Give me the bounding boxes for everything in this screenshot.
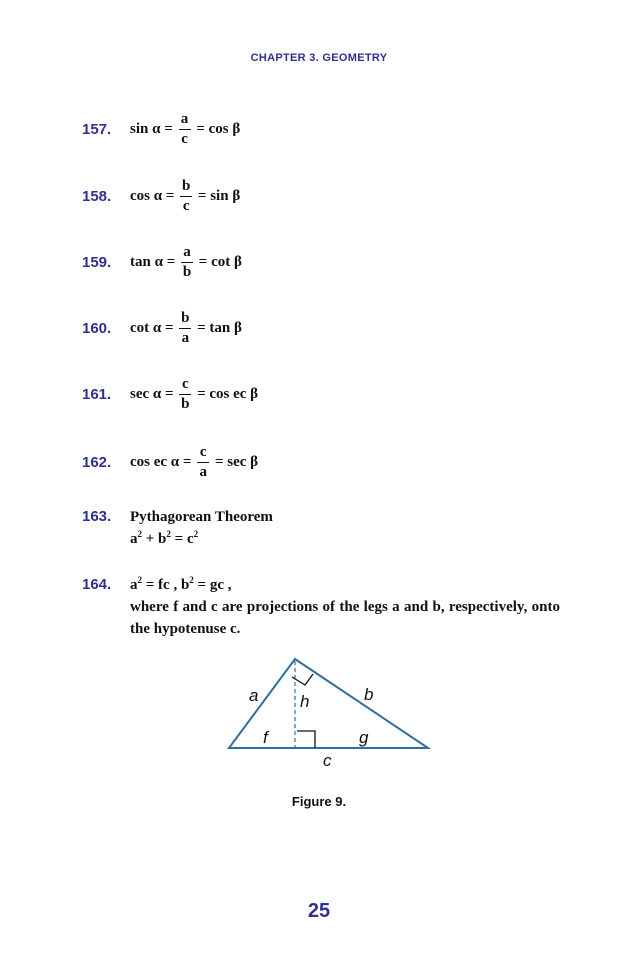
- projection-description: where f and c are projections of the legs a and b, respectively, onto the hypotenuse c.: [130, 599, 560, 637]
- formula-161: [82, 372, 258, 416]
- formula-number: 162.: [82, 453, 112, 471]
- term-b: + b: [142, 531, 167, 547]
- denominator: b: [182, 263, 192, 280]
- formula-lhs: cos α =: [130, 187, 179, 204]
- formula-rhs: = sec β: [211, 453, 259, 470]
- denominator: c: [181, 130, 188, 147]
- denominator: a: [199, 463, 207, 480]
- formula-number: 164.: [82, 576, 112, 593]
- item-164-body: [130, 574, 560, 640]
- fraction: [179, 112, 191, 147]
- formula-number: 161.: [82, 385, 112, 403]
- right-triangle-figure: [225, 655, 435, 773]
- label-b: b: [364, 685, 374, 704]
- exponent: 2: [189, 575, 194, 585]
- right-angle-mark-base: [297, 731, 315, 748]
- denominator: c: [182, 197, 190, 214]
- formula-expression: [130, 245, 242, 280]
- page-number: 25: [307, 900, 331, 922]
- formula-expression: [130, 311, 242, 346]
- formula-lhs: cos ec α =: [130, 453, 196, 470]
- term-gc: = gc ,: [193, 577, 232, 593]
- exponent: 2: [137, 529, 142, 539]
- formula-number: 157.: [82, 120, 112, 138]
- formula-159: [82, 240, 242, 284]
- label-h: h: [300, 692, 310, 711]
- item-163-body: [130, 506, 273, 550]
- numerator: b: [181, 309, 190, 326]
- formula-number: 163.: [82, 508, 112, 525]
- term-c: = c: [170, 531, 194, 547]
- exponent: 2: [193, 529, 199, 539]
- formula-157: [82, 107, 240, 151]
- formula-expression: [130, 377, 258, 412]
- fraction: [179, 377, 191, 412]
- term-a: a: [130, 577, 138, 593]
- formula-lhs: sin α =: [130, 120, 177, 137]
- formula-160: [82, 306, 242, 350]
- fraction: [181, 245, 193, 280]
- formula-rhs: = tan β: [193, 319, 242, 336]
- label-f: f: [263, 728, 268, 747]
- formula-lhs: tan α =: [130, 253, 180, 270]
- triangle-outline: [229, 659, 428, 748]
- term-a: a: [130, 531, 138, 547]
- formula-expression: [130, 112, 240, 147]
- formula-rhs: = cos β: [192, 120, 241, 137]
- fraction: [197, 445, 209, 480]
- formula-lhs: sec α =: [130, 385, 178, 402]
- label-g: g: [359, 728, 369, 747]
- numerator: a: [183, 243, 191, 260]
- numerator: a: [180, 110, 189, 127]
- formula-expression: [130, 179, 240, 214]
- fraction: [179, 311, 191, 346]
- denominator: a: [181, 329, 190, 346]
- pythagorean-equation: [130, 528, 273, 550]
- chapter-header: CHAPTER 3. GEOMETRY: [250, 52, 388, 64]
- formula-162: [82, 440, 258, 484]
- formula-number: 160.: [82, 319, 112, 337]
- label-c: c: [323, 751, 332, 770]
- formula-number: 159.: [82, 253, 112, 271]
- item-163: [82, 506, 273, 550]
- numerator: b: [182, 177, 191, 194]
- formula-rhs: = cot β: [195, 253, 242, 270]
- numerator: c: [181, 375, 189, 392]
- formula-lhs: cot α =: [130, 319, 178, 336]
- denominator: b: [181, 395, 190, 412]
- formula-rhs: = cos ec β: [193, 385, 259, 402]
- exponent: 2: [137, 575, 142, 585]
- formula-number: 158.: [82, 187, 112, 205]
- exponent: 2: [166, 529, 171, 539]
- formula-158: [82, 174, 240, 218]
- formula-rhs: = sin β: [194, 187, 241, 204]
- fraction: [180, 179, 192, 214]
- item-164: [82, 574, 560, 640]
- figure-caption: Figure 9.: [291, 794, 347, 809]
- theorem-title: Pythagorean Theorem: [130, 509, 273, 525]
- formula-expression: [130, 445, 258, 480]
- term-fc-b: = fc , b: [142, 577, 190, 593]
- label-a: a: [249, 686, 259, 705]
- projection-equation: [130, 574, 560, 596]
- numerator: c: [199, 443, 207, 460]
